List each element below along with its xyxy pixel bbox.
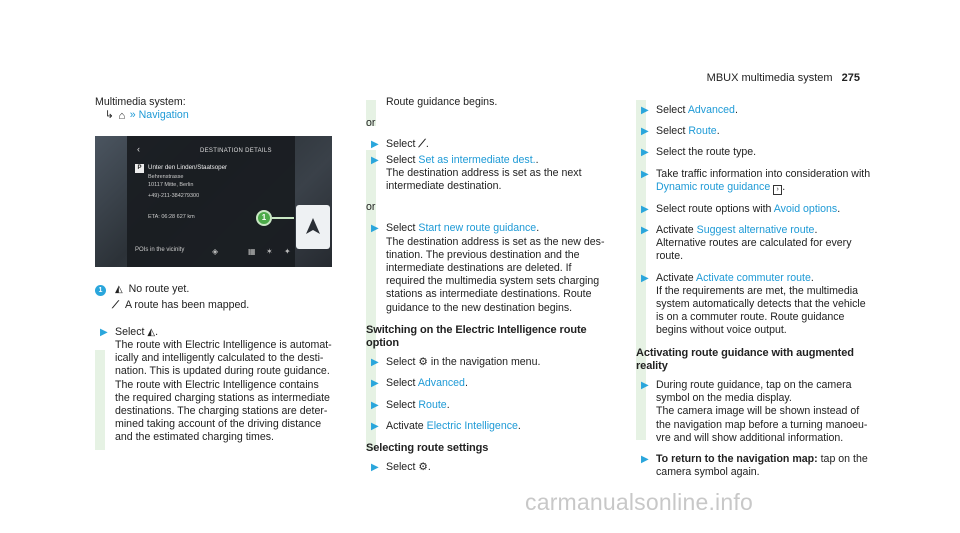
step-period: . bbox=[837, 202, 841, 215]
step-period: . bbox=[425, 138, 429, 151]
return-text-1: tap on the bbox=[820, 453, 868, 466]
step-arrow-icon: ▶ bbox=[371, 139, 379, 151]
header-title: MBUX multimedia system bbox=[706, 72, 833, 84]
route-type-text: Select the route type. bbox=[656, 146, 757, 159]
step-period: . bbox=[517, 419, 521, 432]
new-route-line-6: guidance to the new destination begins. bbox=[386, 301, 573, 314]
step-arrow-icon: ▶ bbox=[641, 454, 649, 466]
nav-menu-text: in the navigation menu. bbox=[430, 356, 541, 369]
step-advanced bbox=[636, 104, 868, 117]
parking-pin-icon: P bbox=[135, 164, 144, 173]
toolbar-icon-2[interactable]: ▦ bbox=[248, 247, 256, 257]
no-route-icon-inline: ◭ bbox=[147, 326, 156, 338]
step-return bbox=[636, 453, 868, 479]
step-traffic bbox=[636, 167, 871, 195]
intermediate-dest-link[interactable]: Set as intermediate dest. bbox=[418, 153, 536, 166]
step-electric-intelligence bbox=[366, 420, 598, 433]
step-period: . bbox=[814, 224, 818, 237]
step-text: Select bbox=[386, 138, 416, 151]
step-text: Select bbox=[115, 325, 145, 338]
no-route-icon: ◭ bbox=[114, 284, 123, 296]
step-text: Select bbox=[386, 377, 416, 390]
traffic-text: Take traffic information into consideration with bbox=[656, 167, 871, 180]
step-commuter-route bbox=[636, 272, 868, 338]
breadcrumb-chevron-icon: » bbox=[129, 109, 136, 122]
commuter-line-1: If the requirements are met, the multimedia bbox=[656, 284, 858, 297]
step-period: . bbox=[535, 153, 539, 166]
step-text: Select bbox=[386, 461, 416, 474]
commuter-line-4: begins without voice output. bbox=[656, 324, 787, 337]
toolbar-icon-1[interactable]: ◈ bbox=[212, 247, 219, 257]
column-3 bbox=[636, 96, 871, 479]
toolbar-icon-3[interactable]: ✶ bbox=[266, 247, 273, 257]
breadcrumb-label: Multimedia system: bbox=[95, 96, 186, 108]
address-line-3: 10117 Mitte, Berlin bbox=[148, 182, 194, 189]
route-link[interactable]: Route bbox=[418, 398, 447, 411]
step-period: . bbox=[427, 461, 431, 474]
advanced-link[interactable]: Advanced bbox=[417, 377, 465, 390]
poi-link[interactable]: POIs in the vicinity bbox=[135, 247, 185, 254]
step-arrow-icon: ▶ bbox=[371, 154, 379, 166]
route-begins-text: Route guidance begins. bbox=[386, 96, 498, 108]
step-text: Select bbox=[386, 356, 416, 369]
suggest-line-2: route. bbox=[656, 250, 684, 263]
advanced-link[interactable]: Advanced bbox=[687, 104, 735, 116]
new-route-line-5: stations as intermediate destinations. Route bbox=[386, 288, 592, 301]
step-arrow-icon: ▶ bbox=[371, 462, 379, 474]
step-period: . bbox=[446, 398, 450, 411]
step-arrow-icon: ▶ bbox=[371, 378, 379, 390]
step-settings-icon bbox=[366, 356, 598, 369]
breadcrumb bbox=[95, 109, 327, 122]
step-avoid-options bbox=[636, 203, 868, 216]
new-route-line-2: tination. The previous destination and the bbox=[386, 248, 580, 261]
address-line-1: Unter den Linden/Staatsoper bbox=[148, 164, 228, 172]
step-route bbox=[366, 399, 598, 412]
body-line-1: The route with Electric Intelligence is automat- bbox=[115, 339, 332, 352]
step-text: Select bbox=[386, 222, 416, 235]
heading-electric-intelligence: Switching on the Electric Intelligence route option bbox=[366, 323, 587, 350]
settings-gear-icon: ⚙ bbox=[418, 461, 428, 474]
step-text: Activate bbox=[386, 419, 424, 432]
body-line-6: destinations. The charging stations are deter- bbox=[115, 405, 328, 418]
address-phone: +49)-211-384279300 bbox=[148, 193, 200, 200]
legend-item-2 bbox=[95, 299, 327, 312]
intermediate-line-1: The destination address is set as the next bbox=[386, 166, 582, 179]
heading-route-settings: Selecting route settings bbox=[366, 442, 489, 455]
checkbox-icon[interactable]: › bbox=[773, 185, 782, 195]
step-arrow-icon: ▶ bbox=[100, 326, 108, 338]
step-arrow-icon: ▶ bbox=[371, 420, 379, 432]
options-text: Select route options with bbox=[656, 202, 772, 215]
step-arrow-icon: ▶ bbox=[371, 399, 379, 411]
column-2 bbox=[366, 96, 605, 474]
step-period: . bbox=[716, 125, 720, 138]
route-link[interactable]: Route bbox=[688, 125, 717, 138]
legend-badge: 1 bbox=[95, 285, 106, 296]
address-line-2: Behrenstrasse bbox=[148, 174, 184, 181]
home-icon: ⌂ bbox=[118, 110, 126, 123]
step-route bbox=[636, 125, 868, 138]
step-camera bbox=[636, 379, 868, 445]
camera-line-2: symbol on the media display. bbox=[656, 392, 792, 405]
watermark: carmanualsonline.info bbox=[525, 489, 753, 515]
step-period: . bbox=[782, 180, 786, 193]
route-button[interactable] bbox=[296, 205, 330, 249]
body-line-7: mined taking account of the driving distance bbox=[115, 418, 322, 431]
body-line-5: the required charging stations as intermediate bbox=[115, 391, 330, 404]
return-bold: To return to the navigation map: bbox=[656, 453, 818, 466]
step-suggest-alternative bbox=[636, 224, 868, 264]
body-line-8: and the estimated charging times. bbox=[115, 431, 274, 444]
step-select-mapped-icon bbox=[366, 138, 598, 151]
callout-line bbox=[272, 217, 294, 219]
intermediate-line-2: intermediate destination. bbox=[386, 180, 502, 193]
step-arrow-icon: ▶ bbox=[371, 223, 379, 235]
body-line-2: ically and intelligently calculated to the desti- bbox=[115, 352, 324, 365]
destination-details-screen bbox=[95, 136, 332, 267]
back-chevron-icon: ‹ bbox=[137, 144, 140, 155]
settings-gear-icon: ⚙ bbox=[418, 356, 428, 369]
body-line-4: The route with Electric Intelligence contains bbox=[115, 378, 319, 391]
dynamic-route-guidance-link[interactable]: Dynamic route guidance bbox=[656, 180, 771, 193]
step-period: . bbox=[464, 377, 468, 390]
breadcrumb-navigation[interactable]: Navigation bbox=[138, 109, 189, 122]
step-arrow-icon: ▶ bbox=[371, 357, 379, 369]
page-number: 275 bbox=[841, 72, 860, 84]
heading-augmented-reality: Activating route guidance with augmented reality bbox=[636, 346, 854, 372]
step-arrow-icon: ▶ bbox=[641, 203, 649, 215]
step-text: Activate bbox=[656, 271, 694, 284]
or-text-2: or bbox=[366, 201, 376, 214]
step-intermediate bbox=[366, 154, 598, 194]
step-arrow-icon: ▶ bbox=[641, 225, 649, 237]
step-text: Select bbox=[386, 398, 416, 411]
step-arrow-icon: ▶ bbox=[641, 168, 649, 180]
step-arrow-icon: ▶ bbox=[641, 105, 649, 116]
legend bbox=[95, 283, 327, 311]
legend-item-1-text: No route yet. bbox=[128, 283, 190, 296]
step-text: Select bbox=[386, 153, 416, 166]
commuter-line-2: system automatically detects that the vehicle bbox=[656, 298, 866, 311]
breadcrumb-arrow-icon: ↳ bbox=[105, 109, 114, 122]
camera-line-5: vre and will show additional information. bbox=[656, 431, 844, 444]
start-new-route-link[interactable]: Start new route guidance bbox=[418, 222, 537, 235]
commuter-route-link[interactable]: Activate commuter route bbox=[696, 271, 811, 284]
step-route-type bbox=[636, 146, 868, 159]
callout-badge: 1 bbox=[256, 210, 272, 226]
avoid-options-link[interactable]: Avoid options bbox=[773, 202, 838, 215]
toolbar-icon-4[interactable]: ✦ bbox=[284, 247, 291, 257]
step-text: Select bbox=[656, 125, 686, 138]
navigation-arrow-icon bbox=[305, 217, 321, 235]
screen-title: DESTINATION DETAILS bbox=[200, 148, 272, 155]
step-arrow-icon: ▶ bbox=[641, 126, 649, 138]
legend-item-2-text: A route has been mapped. bbox=[124, 298, 250, 311]
body-line-3: nation. This is updated during route guidance. bbox=[115, 365, 330, 378]
step-text: Activate bbox=[656, 224, 694, 237]
step-select-route-icon bbox=[95, 325, 332, 445]
eta-text: ETA: 06:28 627 km bbox=[148, 214, 195, 221]
return-text-2: camera symbol again. bbox=[656, 466, 760, 479]
suggest-alternative-link[interactable]: Suggest alternative route bbox=[696, 224, 815, 237]
route-mapped-icon-inline: ⟋ bbox=[418, 138, 426, 151]
camera-line-1: During route guidance, tap on the camera bbox=[656, 379, 852, 392]
page-header bbox=[707, 72, 860, 85]
step-period: . bbox=[810, 271, 814, 284]
route-mapped-icon: ⟋ bbox=[112, 299, 119, 311]
column-1 bbox=[95, 96, 332, 445]
step-period: . bbox=[536, 222, 540, 235]
step-arrow-icon: ▶ bbox=[641, 272, 649, 284]
suggest-line-1: Alternative routes are calculated for every bbox=[656, 237, 852, 250]
new-route-line-3: intermediate destinations are deleted. If bbox=[386, 262, 572, 275]
commuter-line-3: is on a commuter route. Route guidance bbox=[656, 311, 845, 324]
step-settings-icon-2 bbox=[366, 461, 598, 474]
electric-intelligence-link[interactable]: Electric Intelligence bbox=[426, 419, 518, 432]
legend-item-1 bbox=[95, 283, 327, 296]
step-arrow-icon: ▶ bbox=[641, 380, 649, 392]
new-route-line-4: required the multimedia system sets charging bbox=[386, 275, 600, 288]
step-arrow-icon: ▶ bbox=[641, 147, 649, 159]
step-text: Select bbox=[656, 104, 686, 116]
step-new-route bbox=[366, 222, 605, 314]
or-text-1: or bbox=[366, 117, 376, 130]
step-advanced bbox=[366, 377, 598, 390]
step-period: . bbox=[155, 325, 159, 338]
camera-line-4: the navigation map before a turning manoeu- bbox=[656, 418, 868, 431]
new-route-line-1: The destination address is set as the new des- bbox=[386, 235, 605, 248]
step-period: . bbox=[734, 104, 738, 116]
camera-line-3: The camera image will be shown instead of bbox=[656, 405, 860, 418]
